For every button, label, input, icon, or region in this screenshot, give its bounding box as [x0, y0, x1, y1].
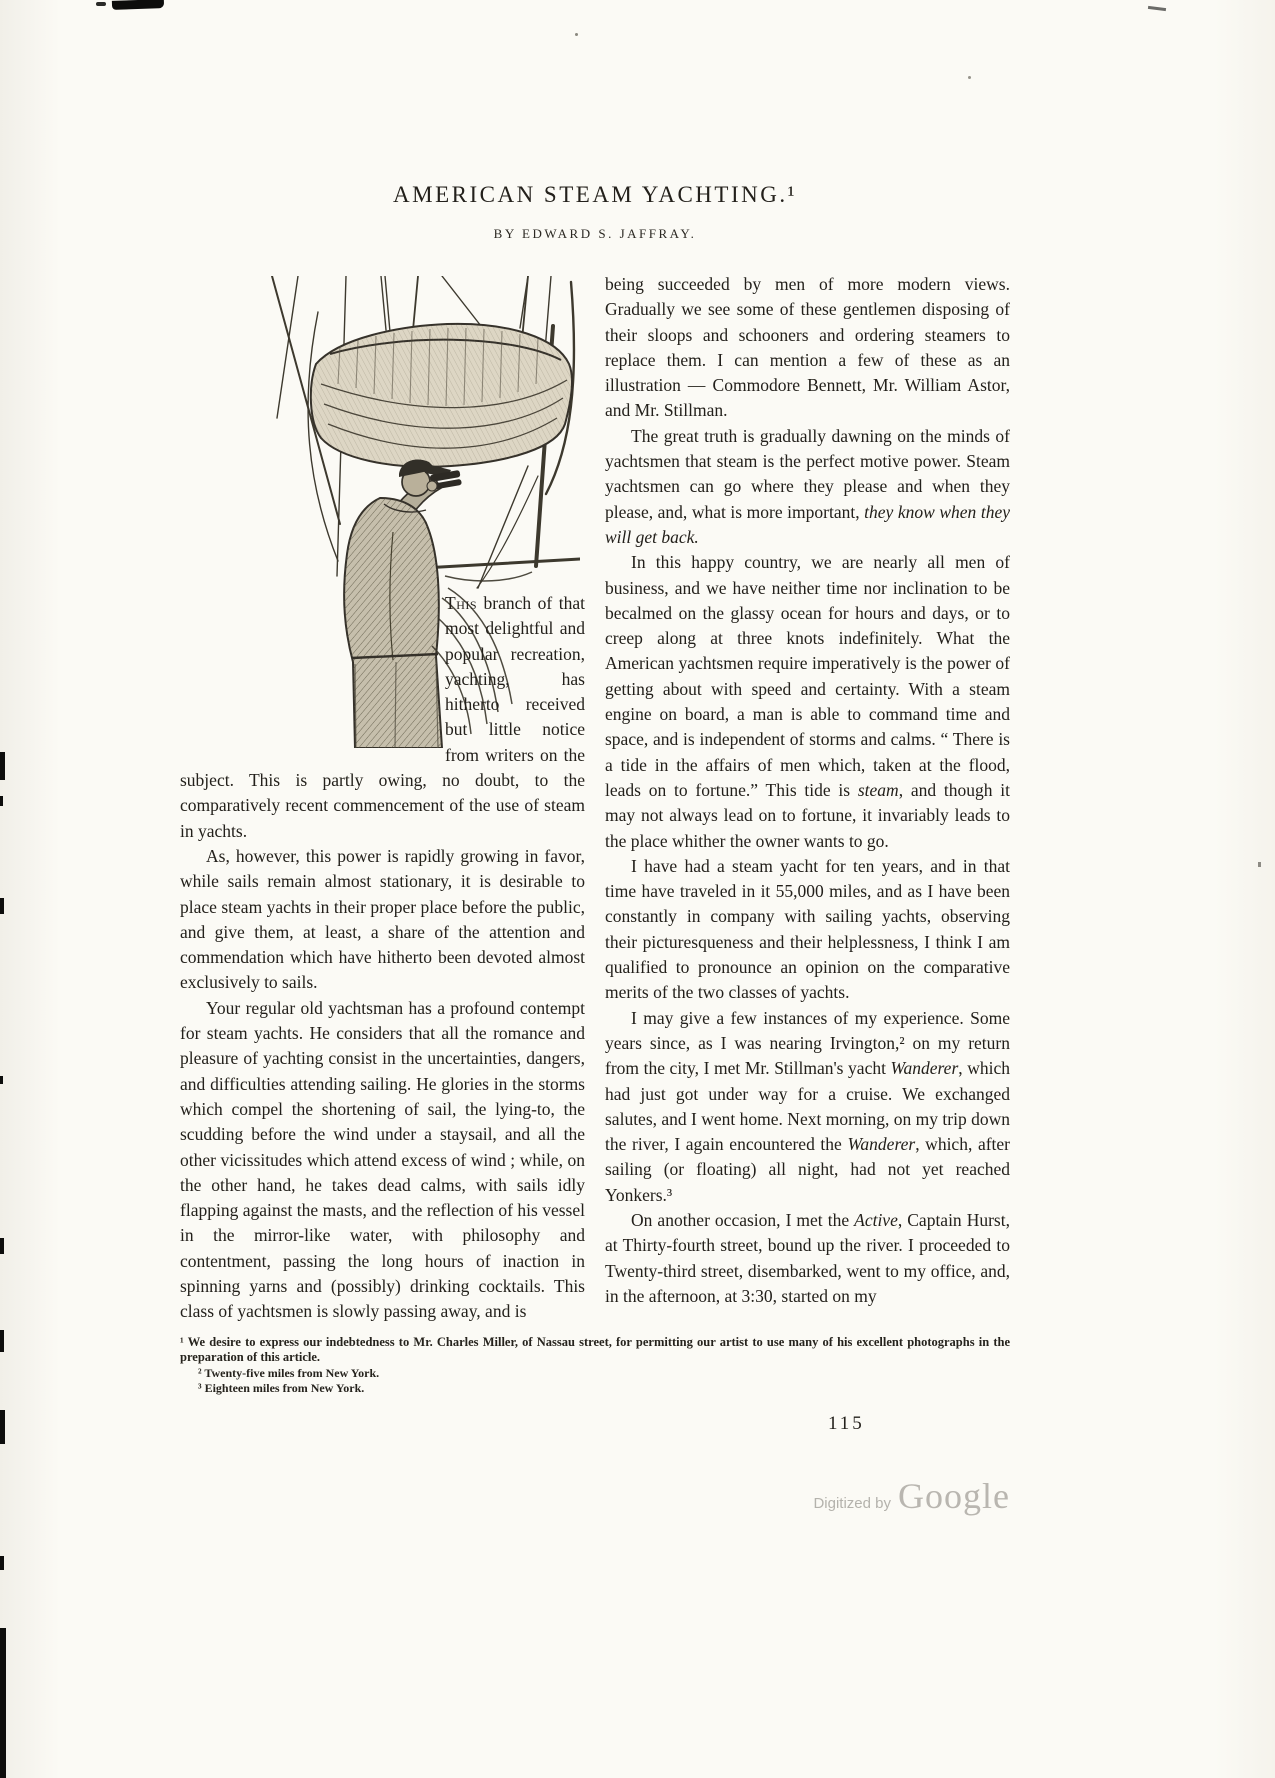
digitized-by-label: Digitized by [813, 1494, 892, 1512]
paragraph: On another occasion, I met the Active, Captain Hurst, at Thirty-fourth street, bound up the river. I proceeded to Twenty-third street, disembarked, went to my office, and, in the afternoon, at 3:30, started on my [605, 1209, 1010, 1306]
page-number: 115 [828, 1412, 865, 1434]
scan-artifact [575, 33, 578, 36]
scan-artifact [0, 752, 5, 780]
left-column [180, 272, 585, 1325]
scan-artifact [0, 1628, 6, 1778]
scan-artifact [0, 1556, 4, 1570]
paragraph: Your regular old yachtsman has a profound contempt for steam yachts. He considers that all the romance and pleasure of yachting consist in the uncertainties, dangers, and difficulties attending sailing. He glories in the storms which compel the shortening of sail, the lying-to, the scudding before the wind under a staysail, and all the other vicissitudes which attend excess of wind ; while, on the other hand, he takes dead calms, with sails idly flapping against the masts, and the reflection of his vessel in the mirror-like water, with philosophy and contentment, passing the long hours of inaction in spinning yarns and (possibly) drinking cocktails. This class of yachtsmen is slowly passing away, and is [180, 997, 585, 1322]
google-logo: Google [898, 1475, 1010, 1516]
footnote-2: ² Twenty-five miles from New York. [198, 1365, 380, 1380]
page-body [180, 182, 1010, 1517]
scan-artifact [96, 2, 106, 6]
scan-artifact [968, 76, 971, 79]
paragraph: The great truth is gradually dawning on the minds of yachtsmen that steam is the perfect motive power. Steam yachtsmen can go where they please and when they please, and, what is more important, they know when they will get back. [605, 425, 1010, 547]
article-title: AMERICAN STEAM YACHTING.¹ [393, 182, 797, 207]
scan-artifact [0, 1238, 4, 1254]
page-number-row [180, 1413, 1010, 1435]
paragraph: being succeeded by men of more modern views. Gradually we see some of these gentlemen disposing of their sloops and schooners and ordering steamers to replace them. I can mention a few of these as an illustration — Commodore Bennett, Mr. William Astor, and Mr. Stillman. [605, 274, 1010, 421]
scan-artifact [0, 796, 3, 806]
paragraph: As, however, this power is rapidly growing in favor, while sails remain almost stationary, it is desirable to place steam yachts in their proper place before the public, and give them, at least, a share of the attention and commendation which have hitherto been devoted almost exclusively to sails. [180, 845, 585, 993]
right-column [605, 272, 1010, 1325]
scan-artifact [0, 1410, 5, 1444]
footnote-3: ³ Eighteen miles from New York. [198, 1381, 365, 1396]
scan-artifact [1148, 6, 1166, 11]
paragraph: I may give a few instances of my experience. Some years since, as I was nearing Irvington,² on my return from the city, I met Mr. Stillman's yacht Wanderer, which had just got under way for a cruise. We exchanged salutes, and I went home. Next morning, on my trip down the river, I again encountered the Wanderer, which, after sailing (or floating) all night, had not yet reached Yonkers.³ [605, 1007, 1011, 1205]
paragraph: I have had a steam yacht for ten years, and in that time have traveled in it 55,000 miles, and as I have been constantly in company with sailing yachts, observing their picturesqueness and their helplessness, I think I am qualified to pronounce an opinion on the comparative merits of the two classes of yachts. [605, 855, 1010, 1003]
footnote-1: ¹ We desire to express our indebtedness to Mr. Charles Miller, of Nassau street, for permitting our artist to use many of his excellent photographs in the preparation of this article. [180, 1334, 1010, 1365]
hanging-dinghy [311, 324, 572, 467]
paragraph: In this happy country, we are nearly all men of business, and we have neither time nor inclination to be becalmed on the glassy ocean for hours and days, or to creep along at three knots indefinitely. What the American yachtsmen require imperatively is the power of getting about with speed and certainty. With a steam engine on board, a man is able to command time and space, and is independent of storms and calms. “ There is a tide in the affairs of men which, taken at the flood, leads on to fortune.” This tide is steam, and though it may not always lead on to fortune, it invariably leads to the place whither the owner wants to go. [605, 552, 1010, 851]
scan-artifact [0, 898, 4, 914]
scan-artifact [1258, 862, 1261, 867]
google-watermark [180, 1475, 1010, 1517]
scan-artifact [112, 0, 164, 10]
scan-artifact [0, 1076, 3, 1084]
article-byline: BY EDWARD S. JAFFRAY. [493, 226, 697, 241]
article-columns [180, 272, 1010, 1325]
paragraph: This branch of that most delightful and popular recreation, yachting, has hitherto received but little notice from writers on the subject. This is partly owing, no doubt, to the comparatively recent commencement of the use of steam in yachts. [180, 593, 585, 841]
scan-artifact [0, 1330, 4, 1352]
footnotes [180, 1335, 1010, 1397]
